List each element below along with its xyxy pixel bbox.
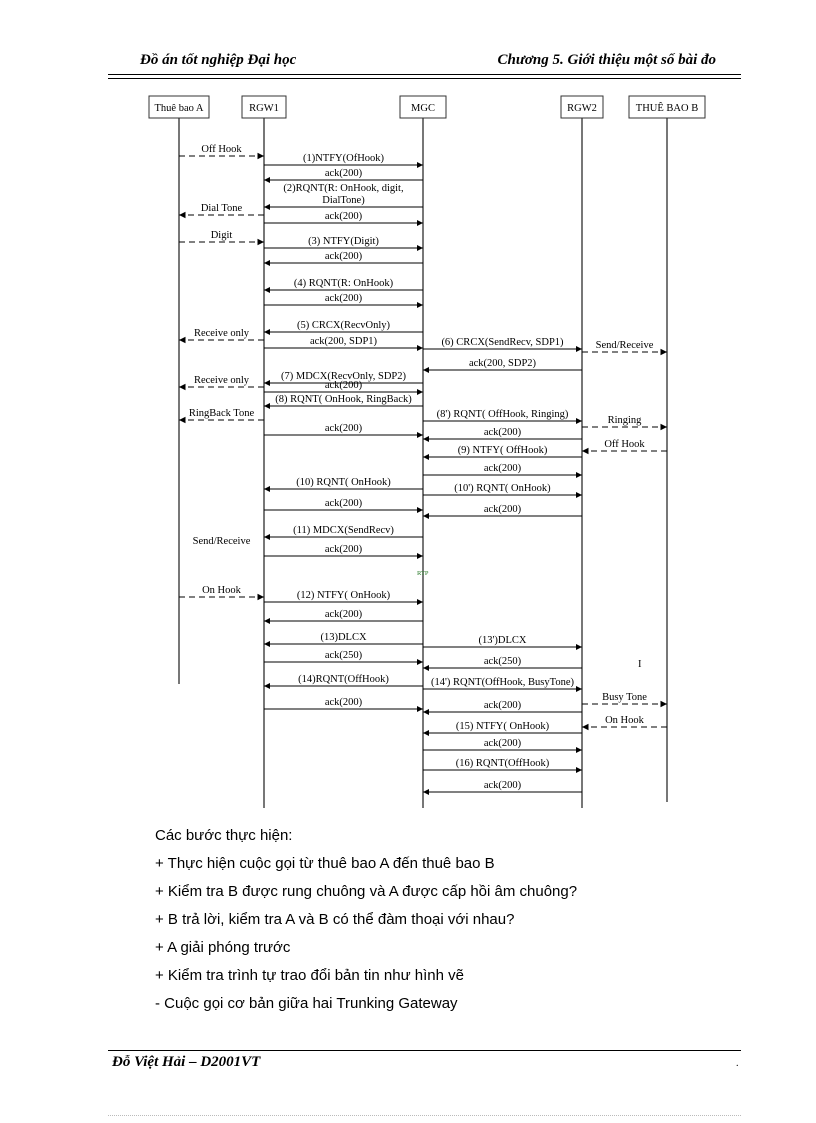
message-label: ack(200) [324,423,363,434]
message-label: ack(200) [483,780,522,791]
message [423,780,582,792]
message [179,144,264,156]
message [582,340,667,352]
message-label: (9) NTFY( OffHook) [457,445,548,456]
message-label: ack(200) [324,168,363,179]
step-item: - Cuộc gọi cơ bản giữa hai Trunking Gateway [155,995,458,1012]
rtp-label: RTP [417,570,429,577]
entity-1 [242,96,286,808]
message [423,504,582,516]
message-label: ack(200, SDP2) [468,358,537,369]
step-item: + B trả lời, kiểm tra A và B có thể đàm thoại với nhau? [155,911,515,928]
message [423,738,582,750]
entity-label: THUÊ BAO B [635,103,699,114]
message [423,483,582,495]
message [264,423,423,435]
message [264,477,423,489]
step-item: + Kiểm tra trình tự trao đổi bản tin như hình vẽ [155,967,465,984]
message-label: (13)DLCX [320,632,367,643]
message-label: Off Hook [201,144,242,155]
entity-label: RGW1 [249,103,279,114]
message [179,585,264,597]
steps-title: Các bước thực hiện: [155,827,293,844]
message-label: Off Hook [604,439,645,450]
step-item: + Thực hiện cuộc gọi từ thuê bao A đến thuê bao B [155,855,495,872]
message-label: ack(200) [324,251,363,262]
message [264,525,423,537]
message [193,536,251,547]
entity-label: Thuê bao A [154,103,204,114]
message-label: ack(200) [324,293,363,304]
message-label: ack(200) [483,463,522,474]
message [264,590,423,602]
entity-2 [400,96,446,808]
message [423,463,582,475]
message [423,427,582,439]
message [264,632,423,644]
entity-0 [149,96,209,684]
message [264,236,423,248]
message [423,677,582,689]
message-label: Send/Receive [595,340,654,351]
header-left-title: Đồ án tốt nghiệp Đại học [140,52,297,68]
message-label: ack(200) [324,380,363,391]
message [582,715,667,727]
message-label: Receive only [193,375,250,386]
message [423,337,582,349]
message-label: On Hook [202,585,241,596]
message [264,320,423,332]
message-label: RingBack Tone [188,408,255,419]
message-label: (10') RQNT( OnHook) [454,483,551,494]
message [423,445,582,457]
message [264,674,423,686]
message-label: Busy Tone [602,692,647,703]
message [582,415,667,427]
message-label: ack(250) [324,650,363,661]
steps-section [155,822,577,1018]
message [179,408,264,420]
stray-mark: I [638,659,642,670]
message-label: Dial Tone [200,203,243,214]
message-label: ack(200) [324,498,363,509]
message [264,293,423,305]
message [179,375,264,387]
message [423,700,582,712]
message [423,635,582,647]
message-label: ack(200) [324,544,363,555]
message-label: ack(200) [324,211,363,222]
message-label: ack(250) [483,656,522,667]
message [423,758,582,770]
message-label: (12) NTFY( OnHook) [296,590,391,601]
footer-author: Đỗ Việt Hải – D2001VT [112,1054,261,1070]
message-label: (7) MDCX(RecvOnly, SDP2) [280,371,407,382]
message [582,439,667,451]
header-right-title: Chương 5. Giới thiệu một số bài đo [497,52,716,68]
message-label: (6) CRCX(SendRecv, SDP1) [441,337,564,348]
message-label: ack(200) [324,697,363,708]
message [264,697,423,709]
entity-label: RGW2 [567,103,597,114]
message-label: (15) NTFY( OnHook) [455,721,550,732]
footer-rule [108,1050,741,1051]
message-label: (1)NTFY(OfHook) [302,153,385,164]
message-label: (5) CRCX(RecvOnly) [296,320,391,331]
message-label: On Hook [605,715,644,726]
message-label: (4) RQNT(R: OnHook) [293,278,394,289]
message-label: ack(200) [324,609,363,620]
step-item: + Kiểm tra B được rung chuông và A được cấp hồi âm chuông? [155,883,578,900]
message-label: (10) RQNT( OnHook) [296,477,391,488]
entity-label: MGC [411,103,435,114]
message [179,328,264,340]
message [423,409,582,421]
message-label: Receive only [193,328,250,339]
message [423,358,582,370]
message [264,336,423,348]
message [264,394,423,406]
message-label: (8') RQNT( OffHook, Ringing) [436,409,569,420]
message [264,168,423,180]
message-label: (11) MDCX(SendRecv) [293,525,394,536]
message [264,251,423,263]
message-label: ack(200) [483,700,522,711]
message-label: Send/Receive [192,536,251,547]
message [423,656,582,668]
message-label: (16) RQNT(OffHook) [455,758,550,769]
message-label: (13')DLCX [478,635,527,646]
message-label: (2)RQNT(R: OnHook, digit, DialTone) [283,183,404,206]
entity-3 [561,96,603,808]
message [264,278,423,290]
message-label: (14)RQNT(OffHook) [298,674,389,685]
message-label: ack(200) [483,504,522,515]
step-item: + A giải phóng trước [155,939,291,956]
message [264,544,423,556]
page-bottom-dots [108,1115,741,1116]
message [264,609,423,621]
message-label: Digit [210,230,233,241]
message [264,498,423,510]
message-label: (14') RQNT(OffHook, BusyTone) [431,677,574,688]
message-label: Ringing [607,415,642,426]
message-label: (3) NTFY(Digit) [308,236,379,247]
message-label: ack(200, SDP1) [309,336,378,347]
message [264,211,423,223]
footer-mark: . [736,1058,739,1069]
message-label: ack(200) [483,427,522,438]
message [179,203,264,215]
message [423,721,582,733]
message [264,650,423,662]
message-label: ack(200) [483,738,522,749]
message-label: (8) RQNT( OnHook, RingBack) [275,394,412,405]
message [264,153,423,165]
message [264,183,423,207]
message [179,230,264,242]
message [582,692,667,704]
